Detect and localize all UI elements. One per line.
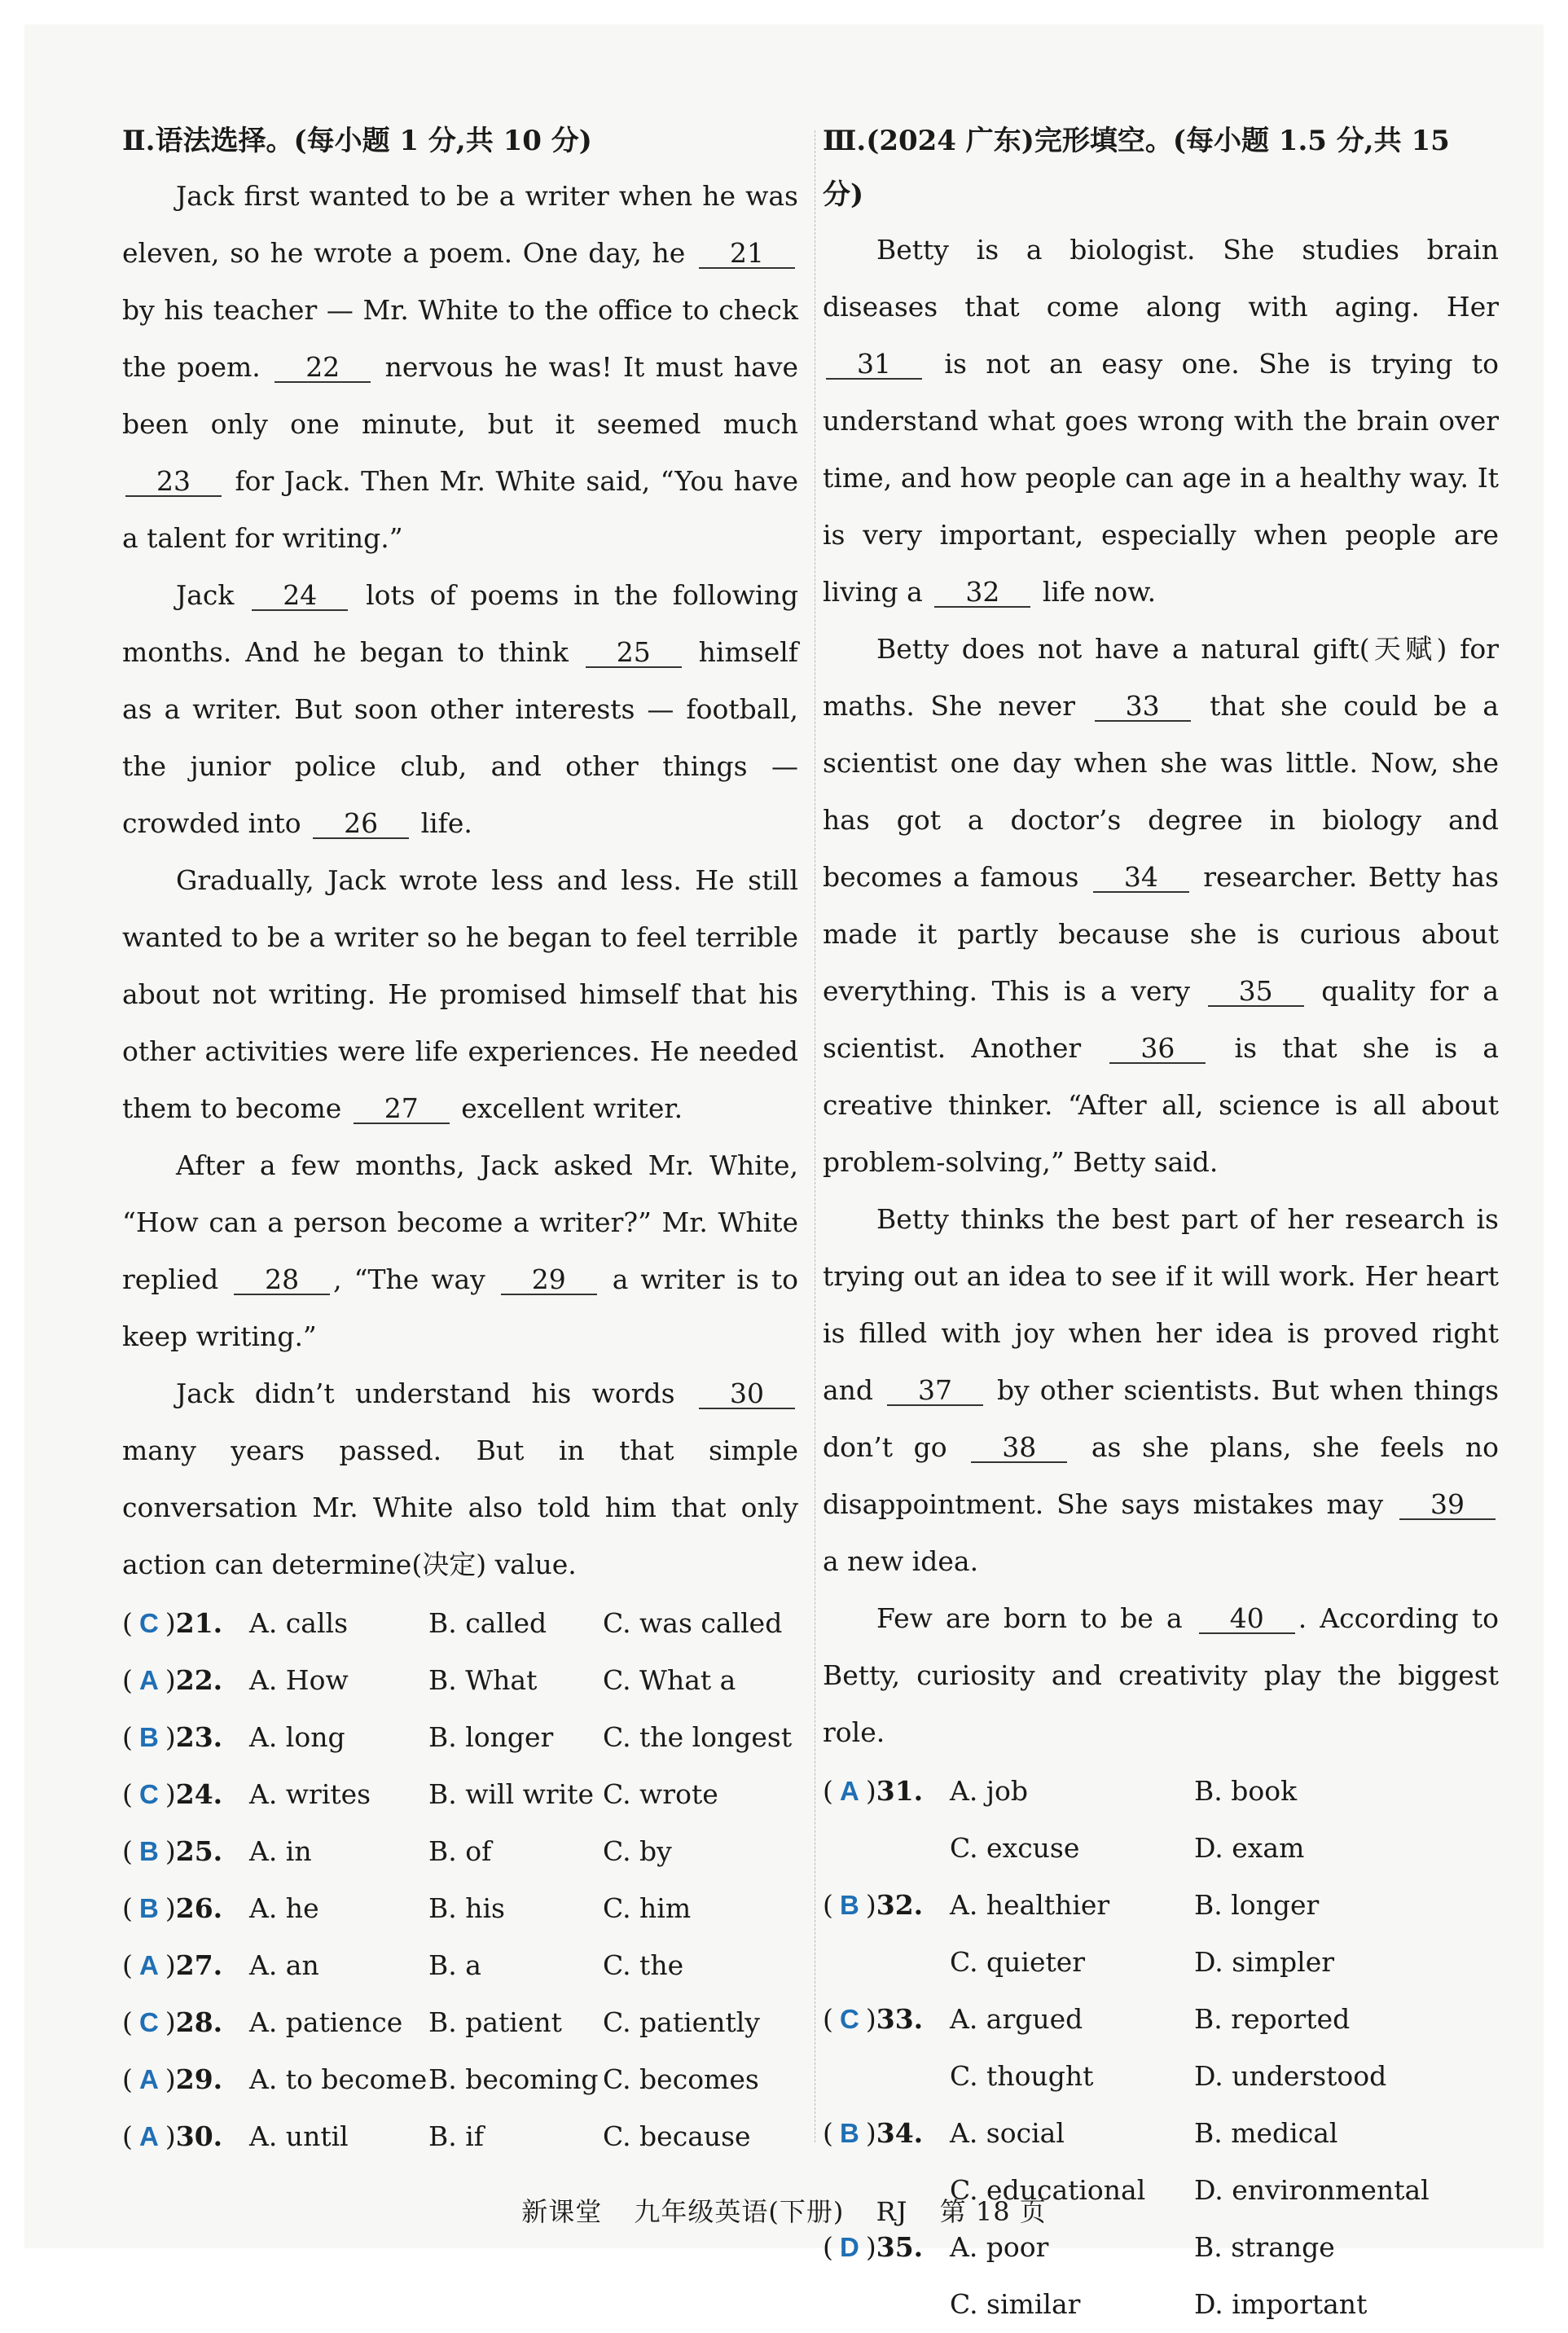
answer-blank[interactable]: 32 — [934, 578, 1030, 608]
option-c[interactable]: C. patiently — [603, 2006, 760, 2038]
passage-text: Jack — [176, 579, 249, 611]
paren-close: ) — [165, 1949, 176, 1981]
section-heading: Ⅲ.(2024 广东)完形填空。(每小题 1.5 分,共 15 分) — [823, 125, 1450, 211]
question-row — [122, 1880, 798, 1937]
option-a[interactable]: A. patience — [249, 2006, 403, 2038]
passage-text: Betty thinks the best part of her research is trying out an idea to see if it will work. Her heart is filled with joy when her idea is proved right and — [823, 1203, 1499, 1406]
question-row — [122, 1823, 798, 1880]
answer-choice — [823, 1991, 950, 2048]
answer-letter: C — [138, 1779, 159, 1809]
paren-close: ) — [165, 1778, 176, 1810]
answer-choice — [122, 2108, 249, 2165]
question-number: 35. — [876, 2231, 924, 2263]
paragraph — [823, 222, 1499, 621]
paren-close: ) — [165, 2063, 176, 2095]
passage-text: by other scientists. But when things don’t go — [823, 1374, 1500, 1463]
question-row-continued — [823, 2276, 1499, 2333]
option-b[interactable]: B. if — [428, 2120, 484, 2152]
question-number: 25. — [175, 1835, 223, 1867]
option-c[interactable]: C. becomes — [603, 2063, 759, 2095]
answer-blank[interactable]: 23 — [125, 468, 222, 497]
passage-text: excellent writer. — [452, 1092, 683, 1124]
paragraph — [122, 1137, 798, 1365]
question-list — [122, 1595, 798, 2165]
answer-blank[interactable]: 26 — [313, 810, 409, 839]
option-a[interactable]: A. healthier — [950, 1889, 1110, 1921]
passage-text: that she could be a scientist one day when she was little. Now, she has got a doctor’s degree in biology and becomes a famous — [823, 690, 1500, 893]
answer-choice — [823, 1763, 950, 1820]
question-number: 30. — [175, 2120, 223, 2152]
option-a[interactable]: A. social — [950, 2117, 1065, 2149]
option-indent — [823, 1820, 950, 1877]
passage-text: Betty does not have a natural gift(天赋) for maths. She never — [823, 633, 1499, 722]
question-number: 28. — [175, 2006, 223, 2038]
question-row-continued — [823, 2048, 1499, 2105]
question-list — [823, 1763, 1499, 2333]
paragraph — [823, 1590, 1499, 1761]
worksheet-page — [24, 24, 1544, 2320]
paren-open: ( — [122, 1607, 133, 1639]
passage-text: Gradually, Jack wrote less and less. He still wanted to be a writer so he began to feel terrible about not writing. He promised himself that his other activities were life experiences. He needed them to become — [122, 864, 798, 1124]
answer-letter: B — [138, 1836, 159, 1866]
answer-blank[interactable]: 24 — [252, 582, 348, 611]
option-c[interactable]: C. educational — [950, 2174, 1146, 2206]
option-b[interactable]: B. reported — [1194, 2003, 1351, 2035]
paren-close: ) — [165, 1892, 176, 1924]
passage-text: life. — [412, 807, 472, 839]
option-b[interactable]: B. becoming — [428, 2063, 599, 2095]
paren-open: ( — [122, 2063, 133, 2095]
footer-page: 第 18 页 — [939, 2196, 1047, 2227]
answer-blank[interactable]: 30 — [699, 1380, 795, 1409]
paren-close: ) — [865, 1775, 876, 1807]
passage-text: After a few months, Jack asked Mr. White, “How can a person become a writer?” Mr. White replied — [122, 1149, 798, 1295]
question-row — [122, 1766, 798, 1823]
option-b[interactable]: B. longer — [1194, 1889, 1320, 1921]
paragraph — [122, 1365, 798, 1593]
paren-close: ) — [165, 2006, 176, 2038]
passage — [122, 168, 798, 1593]
answer-choice — [122, 1595, 249, 1652]
answer-letter: B — [138, 1893, 159, 1923]
question-row — [823, 2105, 1499, 2162]
question-number: 23. — [175, 1721, 223, 1753]
answer-letter: A — [138, 2064, 159, 2094]
question-number: 21. — [175, 1607, 223, 1639]
option-a[interactable]: A. argued — [950, 2003, 1083, 2035]
paren-open: ( — [122, 1949, 133, 1981]
section-grammar — [122, 114, 798, 2165]
answer-choice — [122, 1709, 249, 1766]
passage-text: Jack first wanted to be a writer when he was eleven, so he wrote a poem. One day, he — [122, 180, 798, 269]
option-d[interactable]: D. environmental — [1194, 2174, 1430, 2206]
option-b[interactable]: B. his — [428, 1892, 505, 1924]
paren-open: ( — [122, 1892, 133, 1924]
answer-blank[interactable]: 31 — [826, 350, 922, 380]
option-d[interactable]: D. exam — [1194, 1832, 1305, 1864]
question-row — [122, 1652, 798, 1709]
option-indent — [823, 2048, 950, 2105]
answer-letter: A — [138, 1665, 159, 1695]
answer-choice — [122, 2051, 249, 2108]
passage-text: himself as a writer. But soon other interests — football, the junior police club, and other things — crowded into — [122, 636, 798, 839]
option-a[interactable]: A. long — [249, 1721, 345, 1753]
answer-choice — [122, 1766, 249, 1823]
passage-text: is not an easy one. She is trying to understand what goes wrong with the brain over time, and how people can age in a healthy way. It is very important, especially when people are living a — [823, 348, 1499, 608]
answer-blank[interactable]: 36 — [1109, 1035, 1206, 1064]
answer-letter: A — [138, 1950, 159, 1980]
passage-text: many years passed. But in that simple conversation Mr. White also told him that only action can determine(决定) value. — [122, 1435, 798, 1580]
answer-letter: C — [138, 1608, 159, 1638]
passage-text: quality for a scientist. Another — [823, 975, 1499, 1064]
answer-blank[interactable]: 35 — [1208, 978, 1304, 1007]
question-row — [122, 2051, 798, 2108]
option-c[interactable]: C. wrote — [603, 1778, 718, 1810]
answer-choice — [122, 1937, 249, 1994]
passage-text: . According to Betty, curiosity and creativity play the biggest role. — [823, 1602, 1500, 1748]
question-row — [122, 1994, 798, 2051]
option-b[interactable]: B. called — [428, 1607, 547, 1639]
option-c[interactable]: C. the — [603, 1949, 684, 1981]
paren-open: ( — [823, 1775, 833, 1807]
option-b[interactable]: B. a — [428, 1949, 481, 1981]
option-d[interactable]: D. understood — [1194, 2060, 1387, 2092]
question-row — [823, 1991, 1499, 2048]
question-number: 34. — [876, 2117, 924, 2149]
paren-open: ( — [823, 2117, 833, 2149]
option-b[interactable]: B. strange — [1194, 2231, 1335, 2263]
answer-letter: A — [138, 2121, 159, 2151]
paren-open: ( — [122, 1835, 133, 1867]
answer-choice — [823, 1877, 950, 1934]
answer-letter: C — [138, 2007, 159, 2037]
paren-open: ( — [122, 2006, 133, 2038]
paren-close: ) — [865, 2003, 876, 2035]
answer-letter: B — [839, 1890, 859, 1920]
option-c[interactable]: C. quieter — [950, 1946, 1086, 1978]
answer-blank[interactable]: 37 — [887, 1377, 983, 1406]
section-heading: Ⅱ.语法选择。(每小题 1 分,共 10 分) — [122, 125, 592, 157]
option-c[interactable]: C. was called — [603, 1607, 783, 1639]
option-b[interactable]: B. will write — [428, 1778, 594, 1810]
paren-close: ) — [165, 1835, 176, 1867]
footer-book: 九年级英语(下册) — [634, 2196, 845, 2227]
option-a[interactable]: A. job — [950, 1775, 1029, 1807]
answer-blank[interactable]: 40 — [1199, 1605, 1295, 1634]
option-a[interactable]: A. in — [249, 1835, 312, 1867]
option-a[interactable]: A. to become — [249, 2063, 428, 2095]
question-number: 26. — [175, 1892, 223, 1924]
passage-text: Few are born to be a — [876, 1602, 1196, 1634]
option-a[interactable]: A. he — [249, 1892, 319, 1924]
option-a[interactable]: A. an — [249, 1949, 319, 1981]
option-b[interactable]: B. book — [1194, 1775, 1298, 1807]
paren-open: ( — [122, 1664, 133, 1696]
paren-close: ) — [865, 2117, 876, 2149]
answer-blank[interactable]: 22 — [275, 354, 371, 383]
passage-text: by his teacher — Mr. White to the office to check the poem. — [122, 294, 798, 383]
option-c[interactable]: C. excuse — [950, 1832, 1080, 1864]
answer-choice — [122, 1652, 249, 1709]
question-row-continued — [823, 1934, 1499, 1991]
paren-open: ( — [823, 2003, 833, 2035]
passage-text: nervous he was! It must have been only one minute, but it seemed much — [122, 351, 798, 440]
paren-close: ) — [165, 1607, 176, 1639]
section-cloze — [823, 114, 1499, 2333]
answer-blank[interactable]: 29 — [501, 1266, 597, 1295]
answer-blank[interactable]: 27 — [354, 1095, 450, 1124]
answer-choice — [122, 1880, 249, 1937]
paren-open: ( — [122, 2120, 133, 2152]
question-number: 33. — [876, 2003, 924, 2035]
question-number: 24. — [175, 1778, 223, 1810]
question-number: 22. — [175, 1664, 223, 1696]
question-row — [823, 1877, 1499, 1934]
passage-text: Betty is a biologist. She studies brain diseases that come along with aging. Her — [823, 234, 1499, 323]
option-d[interactable]: D. simpler — [1194, 1946, 1335, 1978]
paragraph — [122, 852, 798, 1137]
answer-choice — [122, 1994, 249, 2051]
passage-text: researcher. Betty has made it partly because she is curious about everything. This is a very — [823, 861, 1500, 1007]
question-row — [122, 1595, 798, 1652]
option-b[interactable]: B. longer — [428, 1721, 554, 1753]
paragraph — [823, 621, 1499, 1191]
option-b[interactable]: B. patient — [428, 2006, 562, 2038]
passage — [823, 222, 1499, 1761]
option-c[interactable]: C. similar — [950, 2288, 1081, 2320]
passage-text: a writer is to keep writing.” — [122, 1263, 799, 1352]
answer-blank[interactable]: 21 — [699, 239, 795, 269]
question-row — [122, 1709, 798, 1766]
question-number: 32. — [876, 1889, 924, 1921]
footer-brand: 新课堂 — [521, 2196, 603, 2227]
answer-letter: B — [839, 2118, 859, 2148]
passage-text: life now. — [1034, 576, 1157, 608]
paren-close: ) — [165, 1664, 176, 1696]
question-number: 27. — [175, 1949, 223, 1981]
passage-text: as she plans, she feels no disappointment. She says mistakes may — [823, 1431, 1499, 1520]
answer-letter: B — [138, 1722, 159, 1752]
paren-close: ) — [865, 2231, 876, 2263]
answer-letter: C — [839, 2004, 859, 2034]
paragraph — [122, 567, 798, 852]
answer-blank[interactable]: 28 — [234, 1266, 330, 1295]
option-b[interactable]: B. medical — [1194, 2117, 1338, 2149]
option-indent — [823, 1934, 950, 1991]
option-a[interactable]: A. How — [249, 1664, 349, 1696]
paren-close: ) — [165, 1721, 176, 1753]
option-a[interactable]: A. poor — [950, 2231, 1049, 2263]
paragraph — [823, 1191, 1499, 1590]
option-a[interactable]: A. writes — [249, 1778, 371, 1810]
option-c[interactable]: C. by — [603, 1835, 672, 1867]
answer-letter: D — [839, 2232, 859, 2262]
answer-letter: A — [839, 1776, 859, 1806]
option-c[interactable]: C. thought — [950, 2060, 1094, 2092]
paren-open: ( — [122, 1778, 133, 1810]
question-row — [823, 1763, 1499, 1820]
page-footer — [24, 2191, 1544, 2229]
passage-text: Jack didn’t understand his words — [176, 1377, 696, 1409]
question-row-continued — [823, 1820, 1499, 1877]
answer-blank[interactable]: 25 — [586, 639, 682, 668]
answer-blank[interactable]: 33 — [1095, 692, 1191, 722]
answer-blank[interactable]: 34 — [1093, 863, 1189, 893]
answer-choice — [122, 1823, 249, 1880]
paren-close: ) — [165, 2120, 176, 2152]
passage-text: for Jack. Then Mr. White said, “You have a talent for writing.” — [122, 465, 798, 554]
answer-blank[interactable]: 38 — [971, 1434, 1067, 1463]
option-c[interactable]: C. What a — [603, 1664, 736, 1696]
question-row — [122, 2108, 798, 2165]
answer-blank[interactable]: 39 — [1399, 1491, 1496, 1520]
paren-open: ( — [823, 2231, 833, 2263]
option-indent — [823, 2276, 950, 2333]
option-c[interactable]: C. him — [603, 1892, 692, 1924]
passage-text: lots of poems in the following months. And he began to think — [122, 579, 798, 668]
option-b[interactable]: B. of — [428, 1835, 492, 1867]
passage-text: a new idea. — [823, 1545, 979, 1577]
question-number: 29. — [175, 2063, 223, 2095]
option-b[interactable]: B. What — [428, 1664, 538, 1696]
option-d[interactable]: D. important — [1194, 2288, 1368, 2320]
paren-open: ( — [122, 1721, 133, 1753]
option-a[interactable]: A. calls — [249, 1607, 349, 1639]
passage-text: is that she is a creative thinker. “After all, science is all about problem-solving,” Betty said. — [823, 1032, 1499, 1178]
option-a[interactable]: A. until — [249, 2120, 349, 2152]
question-row — [122, 1937, 798, 1994]
paragraph — [122, 168, 798, 567]
option-c[interactable]: C. the longest — [603, 1721, 793, 1753]
paren-close: ) — [865, 1889, 876, 1921]
answer-choice — [823, 2105, 950, 2162]
option-c[interactable]: C. because — [603, 2120, 751, 2152]
passage-text: , “The way — [333, 1263, 498, 1295]
footer-edition: RJ — [876, 2196, 908, 2227]
paren-open: ( — [823, 1889, 833, 1921]
question-number: 31. — [876, 1775, 924, 1807]
